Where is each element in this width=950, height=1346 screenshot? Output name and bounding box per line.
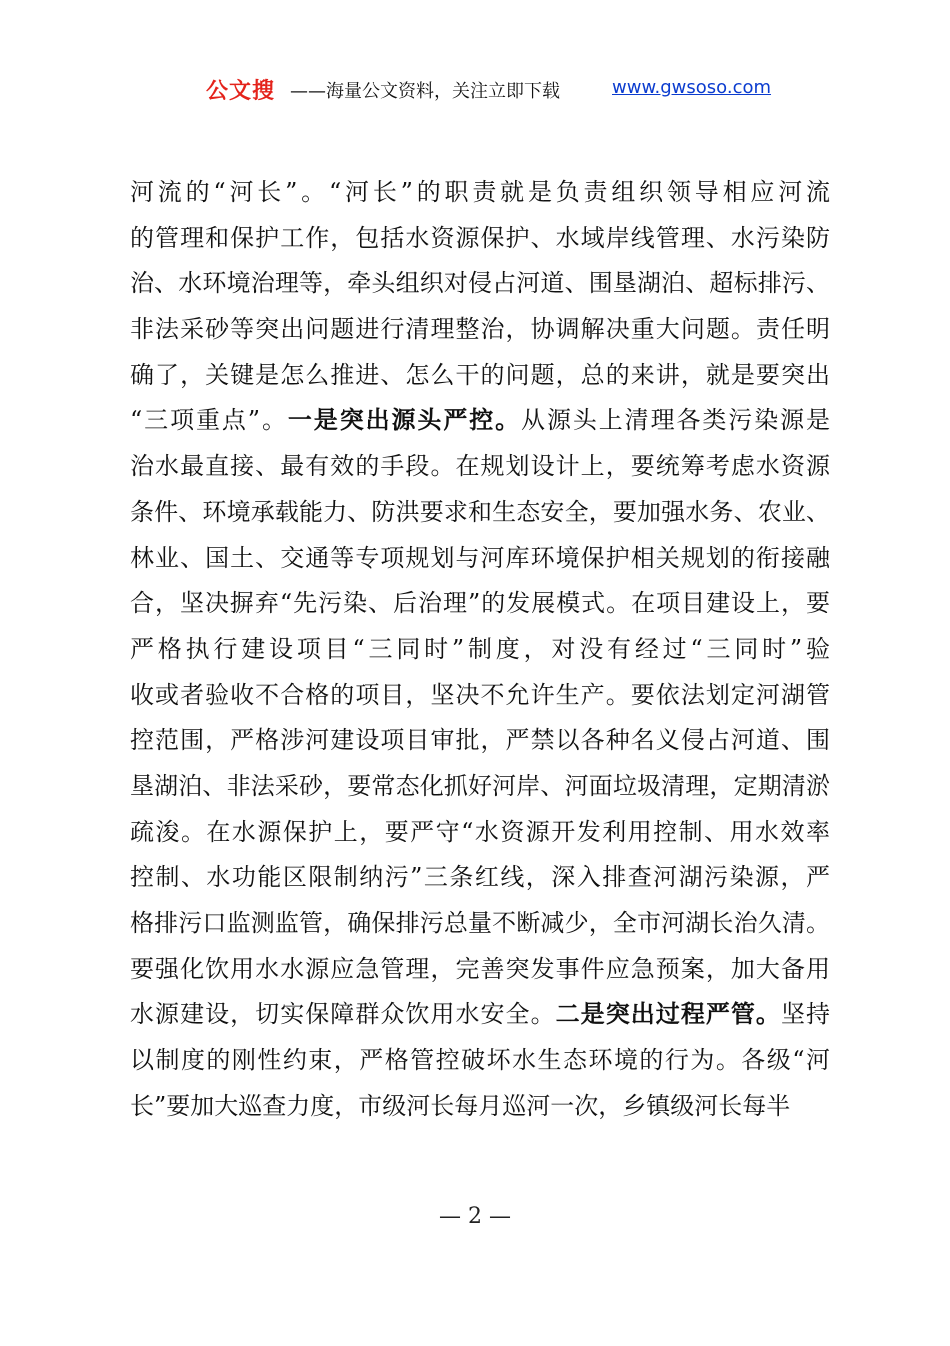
body-line — [130, 992, 830, 1038]
document-body — [130, 170, 830, 1129]
body-line: 条件、环境承载能力、防洪要求和生态安全，要加强水务、农业、 — [130, 497, 830, 526]
body-line — [130, 398, 830, 444]
body-line: 要强化饮用水水源应急管理，完善突发事件应急预案，加大备用 — [130, 954, 830, 983]
body-line: 控范围，严格涉河建设项目审批，严禁以各种名义侵占河道、围 — [130, 726, 830, 755]
body-line: 合，坚决摒弃“先污染、后治理”的发展模式。在项目建设上，要 — [130, 589, 830, 618]
bold-heading-source-control: 一是突出源头严控。 — [287, 406, 522, 435]
body-line: 的管理和保护工作，包括水资源保护、水域岸线管理、水污染防 — [130, 223, 830, 252]
body-line: 格排污口监测监管，确保排污总量不断减少，全市河湖长治久清。 — [130, 909, 830, 937]
body-line: 非法采砂等突出问题进行清理整治，协调解决重大问题。责任明 — [130, 315, 830, 344]
header-slogan: ——海量公文资料，关注立即下载 — [290, 81, 560, 102]
body-line: 收或者验收不合格的项目，坚决不允许生产。要依法划定河湖管 — [130, 680, 830, 709]
page-header — [0, 72, 950, 108]
body-line: 治水最直接、最有效的手段。在规划设计上，要统筹考虑水资源 — [130, 452, 830, 481]
body-text-segment: “三项重点”。 — [130, 406, 288, 435]
body-line: 林业、国土、交通等专项规划与河库环境保护相关规划的衔接融 — [130, 543, 830, 572]
body-line: 以制度的刚性约束，严格管控破坏水生态环境的行为。各级“河 — [130, 1046, 830, 1075]
body-line: 治、水环境治理等，牵头组织对侵占河道、围垦湖泊、超标排污、 — [130, 269, 830, 298]
body-text-segment: 坚持 — [780, 1000, 831, 1029]
body-line: 严格执行建设项目“三同时”制度，对没有经过“三同时”验 — [130, 634, 830, 663]
body-line: 长”要加大巡查力度，市级河长每月巡河一次，乡镇级河长每半 — [130, 1091, 791, 1120]
page-number: — 2 — — [439, 1204, 511, 1229]
site-link[interactable]: www.gwsoso.com — [612, 77, 772, 98]
body-text-segment: 从源头上清理各类污染源是 — [521, 406, 831, 435]
bold-heading-process-control: 二是突出过程严管。 — [555, 1000, 781, 1029]
body-text-segment: 水源建设，切实保障群众饮用水安全。 — [130, 1000, 556, 1029]
body-line: 疏浚。在水源保护上，要严守“水资源开发利用控制、用水效率 — [130, 817, 830, 846]
body-line: 垦湖泊、非法采砂，要常态化抓好河岸、河面垃圾清理，定期清淤 — [130, 771, 830, 800]
brand-logo-text: 公文搜 — [206, 79, 276, 104]
body-line: 控制、水功能区限制纳污”三条红线，深入排查河湖污染源，严 — [130, 863, 830, 892]
body-line: 河流的“河长”。“河长”的职责就是负责组织领导相应河流 — [130, 178, 830, 206]
body-line: 确了，关键是怎么推进、怎么干的问题，总的来讲，就是要突出 — [130, 360, 830, 389]
